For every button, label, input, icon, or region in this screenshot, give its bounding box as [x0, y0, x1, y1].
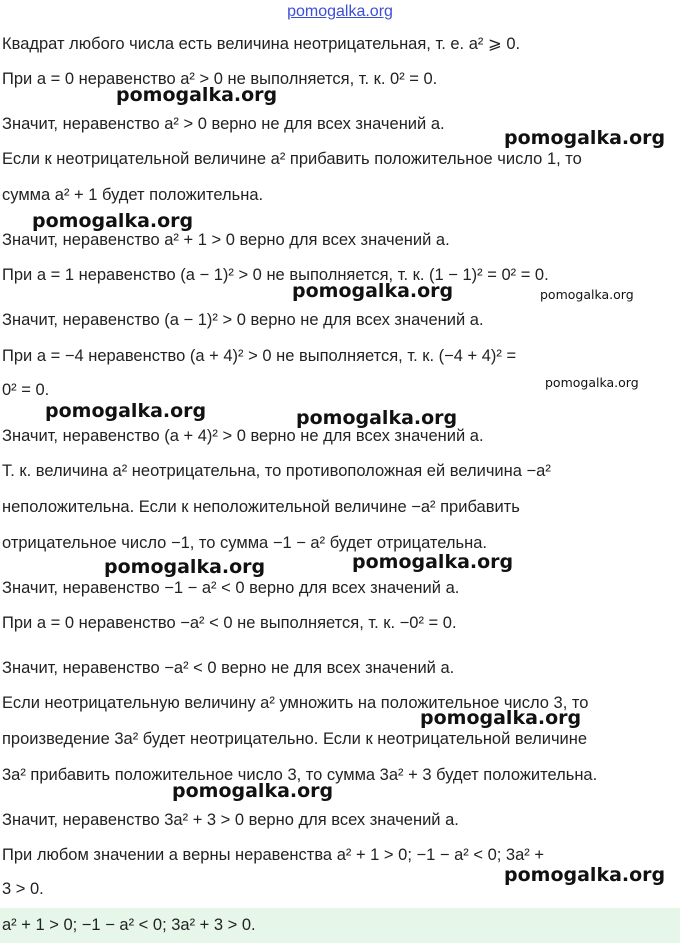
- text-line-3: Значит, неравенство a² > 0 верно не для всех значений a.: [2, 115, 445, 133]
- watermark: pomogalka.org: [504, 864, 666, 886]
- watermark: pomogalka.org: [292, 280, 454, 302]
- text-line-17: Значит, неравенство −a² < 0 верно не для всех значений a.: [2, 659, 455, 677]
- text-line-20: 3a² прибавить положительное число 3, то сумма 3a² + 3 будет положительна.: [2, 766, 598, 784]
- answer-box: [0, 908, 680, 943]
- text-line-22: При любом значении a верны неравенства a² + 1 > 0; −1 − a² < 0; 3a² +: [2, 846, 545, 864]
- watermark: pomogalka.org: [504, 127, 666, 149]
- watermark: pomogalka.org: [545, 375, 639, 390]
- text-line-10: 0² = 0.: [2, 381, 50, 399]
- watermark: pomogalka.org: [420, 707, 582, 729]
- site-header-link[interactable]: pomogalka.org: [287, 3, 393, 20]
- text-line-23: 3 > 0.: [2, 880, 44, 898]
- text-line-15: Значит, неравенство −1 − a² < 0 верно для всех значений a.: [2, 579, 460, 597]
- watermark: pomogalka.org: [32, 210, 194, 232]
- watermark: pomogalka.org: [45, 400, 207, 422]
- text-line-11: Значит, неравенство (a + 4)² > 0 верно не для всех значений a.: [2, 427, 484, 445]
- watermark: pomogalka.org: [116, 84, 278, 106]
- text-line-4: Если к неотрицательной величине a² прибавить положительное число 1, то: [2, 150, 582, 168]
- text-line-21: Значит, неравенство 3a² + 3 > 0 верно для всех значений a.: [2, 811, 459, 829]
- text-line-12: Т. к. величина a² неотрицательна, то противоположная ей величина −a²: [2, 462, 551, 480]
- text-line-14: отрицательное число −1, то сумма −1 − a² будет отрицательна.: [2, 534, 488, 552]
- text-line-5: сумма a² + 1 будет положительна.: [2, 186, 264, 204]
- answer-text: a² + 1 > 0; −1 − a² < 0; 3a² + 3 > 0.: [2, 916, 256, 934]
- text-line-13: неположительна. Если к неположительной величине −a² прибавить: [2, 498, 520, 516]
- text-line-18: Если неотрицательную величину a² умножить на положительное число 3, то: [2, 694, 589, 712]
- watermark: pomogalka.org: [172, 780, 334, 802]
- watermark: pomogalka.org: [296, 407, 458, 429]
- watermark: pomogalka.org: [104, 556, 266, 578]
- text-line-2: При a = 0 неравенство a² > 0 не выполняется, т. к. 0² = 0.: [2, 70, 438, 88]
- text-line-7: При a = 1 неравенство (a − 1)² > 0 не выполняется, т. к. (1 − 1)² = 0² = 0.: [2, 266, 549, 284]
- text-line-16: При a = 0 неравенство −a² < 0 не выполняется, т. к. −0² = 0.: [2, 614, 457, 632]
- text-line-6: Значит, неравенство a² + 1 > 0 верно для всех значений a.: [2, 231, 450, 249]
- text-line-19: произведение 3a² будет неотрицательно. Если к неотрицательной величине: [2, 730, 588, 748]
- watermark: pomogalka.org: [352, 551, 514, 573]
- watermark: pomogalka.org: [540, 287, 634, 302]
- text-line-8: Значит, неравенство (a − 1)² > 0 верно не для всех значений a.: [2, 311, 484, 329]
- text-line-9: При a = −4 неравенство (a + 4)² > 0 не выполняется, т. к. (−4 + 4)² =: [2, 347, 517, 365]
- text-line-1: Квадрат любого числа есть величина неотрицательная, т. е. a² ⩾ 0.: [2, 35, 521, 53]
